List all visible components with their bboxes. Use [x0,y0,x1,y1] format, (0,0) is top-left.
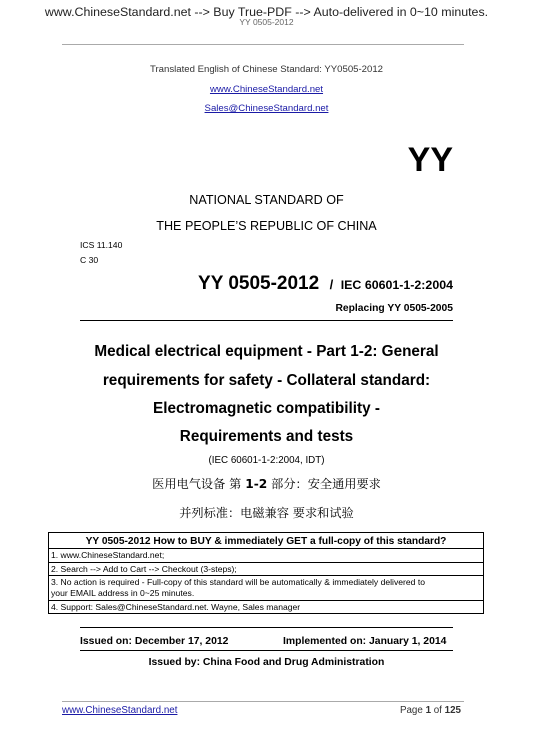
page-number: 1 [425,705,432,716]
header-overlay-code: YY 0505-2012 [239,17,294,27]
buy-step-4: 4. Support: Sales@ChineseStandard.net. Wayne, Sales manager [51,602,301,612]
standard-number: YY 0505-2012 [198,273,320,294]
email-link[interactable]: Sales@ChineseStandard.net [204,103,329,114]
buy-box-divider [49,600,483,601]
title-line3: Electromagnetic compatibility - [153,400,380,417]
ics-code: ICS 11.140 [80,240,123,250]
translated-line: Translated English of Chinese Standard: YY0505-2012 [149,64,384,75]
yy-logo: YY [407,141,453,179]
standard-number-line [198,273,453,295]
title-rule [80,320,453,321]
buy-box-divider [49,548,483,549]
page-total: 125 [444,705,461,716]
iec-number: IEC 60601-1-2:2004 [340,278,453,292]
ccs-code: C 30 [80,255,99,265]
buy-info-box [48,532,484,614]
dates-rule-bottom [80,650,453,651]
national-standard-line1: NATIONAL STANDARD OF [189,193,344,207]
title-line2: requirements for safety - Collateral standard: [102,372,431,389]
buy-step-2: 2. Search --> Add to Cart --> Checkout (3-steps); [51,564,237,574]
page-of: of [431,705,445,716]
website-link-wrap [0,84,533,95]
chinese-title-line1 [0,475,533,492]
buy-box-divider [49,575,483,576]
footer-website-link[interactable]: www.ChineseStandard.net [62,705,178,716]
buy-step-1[interactable]: 1. www.ChineseStandard.net; [51,550,165,560]
issued-on: Issued on: December 17, 2012 [80,636,229,647]
replacing-line: Replacing YY 0505-2005 [335,303,453,314]
dates-rule-top [80,627,453,628]
implemented-on: Implemented on: January 1, 2014 [283,636,447,647]
national-standard-line2: THE PEOPLE’S REPUBLIC OF CHINA [156,219,377,233]
chinese-title-line2: 并列标准：电磁兼容 要求和试验 [179,506,354,520]
website-link[interactable]: www.ChineseStandard.net [209,84,324,95]
buy-step-3: 3. No action is required - Full-copy of this standard will be automatically & immediately delivered to [51,577,425,587]
page-indicator [400,705,461,716]
page-prefix: Page [399,705,426,716]
chinese-title-part2: 部分：安全通用要求 [267,477,381,491]
buy-box-divider [49,562,483,563]
title-line1: Medical electrical equipment - Part 1-2: General [94,343,439,360]
email-link-wrap [0,103,533,114]
footer-rule [62,701,464,702]
issued-by: Issued by: China Food and Drug Administration [148,657,385,668]
header-rule [62,44,464,45]
chinese-title-part-num: 1-2 [245,477,268,491]
buy-step-3-cont: your EMAIL address in 0~25 minutes. [51,588,195,598]
header-banner: www.ChineseStandard.net --> Buy True-PDF --> Auto-delivered in 0~10 minutes. [44,5,489,19]
equivalence-note: (IEC 60601-1-2:2004, IDT) [208,455,325,466]
footer-website-wrap [62,705,177,716]
title-line4: Requirements and tests [179,428,354,445]
buy-box-heading: YY 0505-2012 How to BUY & immediately GET a full-copy of this standard? [85,536,447,547]
chinese-title-part1: 医用电气设备 第 [152,477,246,491]
standard-separator: / [329,277,334,292]
